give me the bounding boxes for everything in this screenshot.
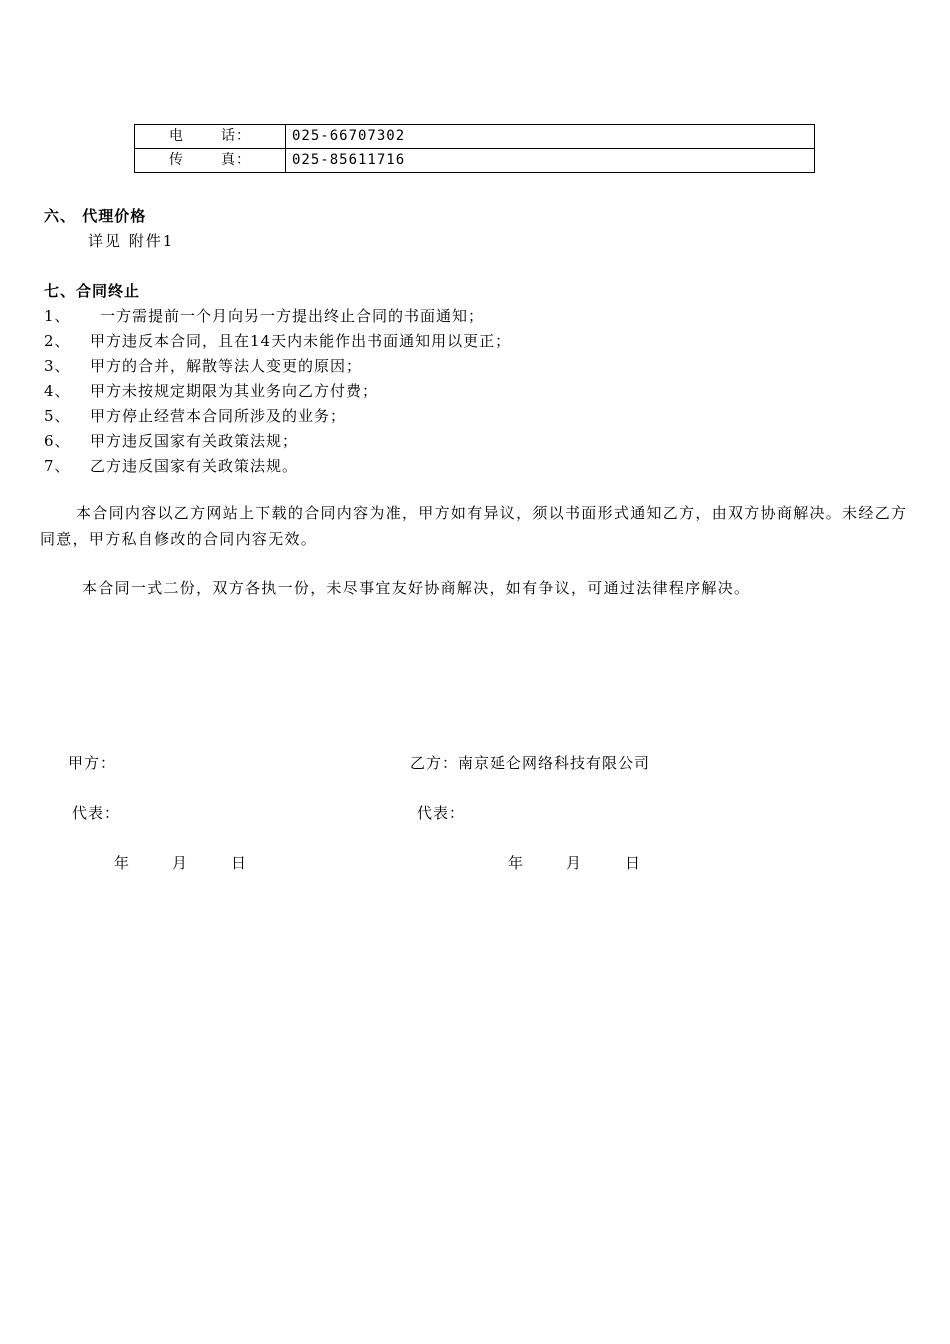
table-row	[135, 125, 815, 149]
party-a-representative: 代表：	[72, 804, 121, 822]
content-paragraph: 本合同内容以乙方网站上下载的合同内容为准，甲方如有异议，须以书面形式通知乙方，由双方协商解决。未经乙方同意，甲方私自修改的合同内容无效。	[40, 504, 908, 548]
phone-value: 025-66707302	[286, 125, 815, 149]
section6-body: 详见 附件1	[88, 232, 175, 250]
phone-label: 电 话：	[135, 125, 286, 149]
party-a-label: 甲方：	[68, 754, 117, 772]
party-b-representative: 代表：	[417, 804, 466, 822]
party-b-day: 日	[625, 854, 642, 872]
table-row	[135, 149, 815, 173]
party-b-label: 乙方：南京延仑网络科技有限公司	[410, 754, 651, 772]
party-a-day: 日	[231, 854, 248, 872]
party-b-year: 年	[508, 854, 525, 872]
party-b-month: 月	[566, 854, 583, 872]
party-a-month: 月	[172, 854, 189, 872]
party-a-year: 年	[114, 854, 131, 872]
fax-value: 025-85611716	[286, 149, 815, 173]
fax-label: 传 真：	[135, 149, 286, 173]
contact-table	[134, 124, 815, 173]
copies-paragraph: 本合同一式二份，双方各执一份，未尽事宜友好协商解决，如有争议，可通过法律程序解决。	[82, 579, 751, 597]
termination-list: 1、 一方需提前一个月向另一方提出终止合同的书面通知； 2、 甲方违反本合同，且在14天内未能作出书面通知用以更正； 3、 甲方的合并，解散等法人变更的原因； 4、 甲方未按规定期限为其业务向乙方付费； 5、 甲方停止经营本合同所涉及的业务； 6、 甲方违反国家有关政策法规； 7、 乙方违反国家有关政策法规。	[44, 307, 512, 475]
section7-heading: 七、合同终止	[44, 282, 141, 300]
section6-heading: 六、 代理价格	[44, 207, 147, 225]
